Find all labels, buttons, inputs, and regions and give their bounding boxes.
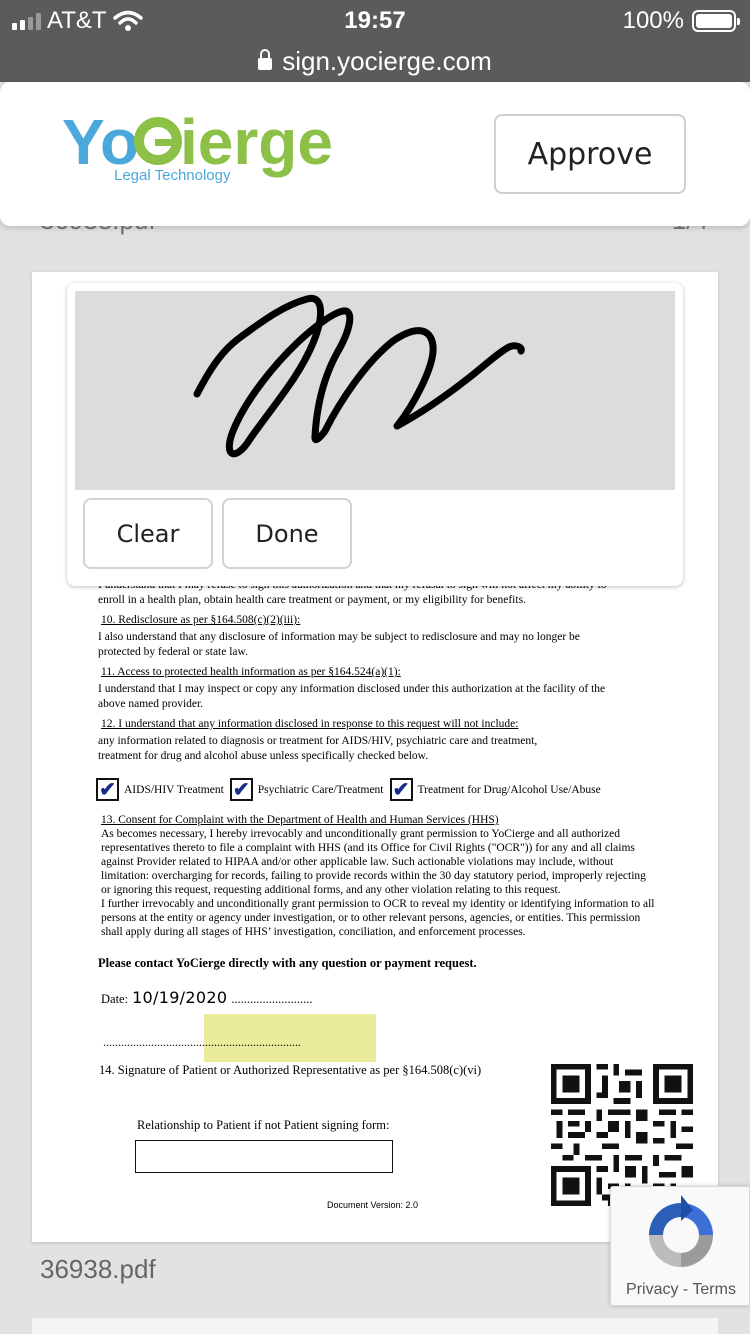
- signature-label: 14. Signature of Patient or Authorized Representative as per §164.508(c)(vi): [99, 1063, 482, 1077]
- doc-line: protected by federal or state law.: [98, 646, 248, 658]
- url-text: sign.yocierge.com: [282, 45, 492, 76]
- section-heading-11: 11. Access to protected health information as per §164.524(a)(1):: [101, 666, 401, 678]
- doc-line: I understand that I may inspect or copy any information disclosed under this authorization at the facility of the: [98, 683, 606, 695]
- doc-line: I further irrevocably and unconditionally grant permission to OCR to reveal my identity or identifying information to all: [101, 898, 655, 910]
- doc-line: representatives thereto to file a complaint with HHS (and its Office for Civil Rights ("OCR")) for any and all claims: [101, 842, 635, 854]
- recaptcha-icon: [641, 1195, 721, 1275]
- file-name-bottom: 36938.pdf: [40, 1254, 156, 1284]
- section-heading-13: 13. Consent for Complaint with the Department of Health and Human Services (HHS): [101, 814, 499, 826]
- links-separator: -: [678, 1281, 693, 1298]
- relationship-input[interactable]: [135, 1140, 393, 1173]
- doc-line: against Provider related to HIPAA and/or other applicable law. Such actionable violations may include, without: [101, 856, 614, 868]
- done-button[interactable]: Done: [222, 498, 352, 569]
- signature-pad[interactable]: [75, 291, 675, 490]
- clear-button[interactable]: Clear: [83, 498, 213, 569]
- doc-line: limitation: overcharging for records, failing to provide records within the 30 day statutory period, improperly rejecting: [101, 870, 646, 882]
- svg-text:Legal Technology: Legal Technology: [114, 167, 231, 184]
- battery-group: [623, 7, 736, 35]
- date-dots: ..........................: [231, 992, 313, 1006]
- doc-line: shall apply during all stages of HHS’ investigation, conciliation, and enforcement processes.: [101, 926, 526, 938]
- yocierge-logo: [62, 108, 352, 184]
- checkbox-aids-hiv[interactable]: ✔: [96, 778, 119, 801]
- approve-button[interactable]: Approve: [494, 114, 686, 194]
- battery-icon: [692, 10, 736, 32]
- doc-line: or ignoring this request, requesting additional forms, and any other violation relating to this request.: [101, 884, 561, 896]
- battery-percent: 100%: [622, 7, 684, 34]
- recaptcha-badge[interactable]: [610, 1186, 750, 1306]
- contact-note: Please contact YoCierge directly with any question or payment request.: [98, 956, 477, 970]
- next-page-sheet: [32, 1318, 718, 1334]
- document-version: Document Version: 2.0: [327, 1200, 419, 1210]
- recaptcha-links: [611, 1281, 750, 1299]
- status-bar: [0, 0, 750, 40]
- carrier-name: AT&T: [47, 7, 107, 34]
- date-value: 10/19/2020: [132, 988, 228, 1007]
- qr-code-icon: [551, 1064, 693, 1206]
- section-heading-10: 10. Redisclosure as per §164.508(c)(2)(iii):: [101, 614, 301, 626]
- checkbox-label: Psychiatric Care/Treatment: [257, 783, 384, 796]
- doc-line: any information related to diagnosis or treatment for AIDS/HIV, psychiatric care and treatment,: [98, 735, 538, 747]
- checkbox-psychiatric[interactable]: ✔: [230, 778, 253, 801]
- checkbox-label: Treatment for Drug/Alcohol Use/Abuse: [417, 783, 601, 796]
- terms-link[interactable]: Terms: [692, 1281, 736, 1298]
- lock-icon: [258, 58, 272, 70]
- section-heading-12: 12. I understand that any information disclosed in response to this request will not include:: [101, 718, 519, 730]
- doc-line: treatment for drug and alcohol abuse unless specifically checked below.: [98, 750, 429, 762]
- date-row: [101, 990, 313, 1007]
- consent-checkboxes: [96, 778, 607, 801]
- svg-text:Yo: Yo: [62, 108, 140, 178]
- doc-line: persons at the entity or agency under investigation, or to other relevant persons, agencies, or entities. This permission: [101, 912, 641, 924]
- doc-line: As becomes necessary, I hereby irrevocably and unconditionally grant permission to YoCierge and all authorized: [101, 828, 620, 840]
- signature-dots: ..................................................................: [103, 1035, 301, 1049]
- svg-text:ierge: ierge: [180, 108, 333, 178]
- checkbox-drug-alcohol[interactable]: ✔: [390, 778, 413, 801]
- clock: 19:57: [344, 7, 406, 34]
- doc-line: enroll in a health plan, obtain health care treatment or payment, or my eligibility for benefits.: [98, 594, 526, 606]
- doc-line: I also understand that any disclosure of information may be subject to redisclosure and may no longer be: [98, 631, 580, 643]
- signature-modal: [67, 283, 683, 586]
- signature-stroke: [75, 291, 675, 490]
- checkbox-label: AIDS/HIV Treatment: [124, 783, 224, 796]
- privacy-link[interactable]: Privacy: [626, 1281, 679, 1298]
- relationship-label: Relationship to Patient if not Patient signing form:: [137, 1118, 390, 1132]
- doc-line: above named provider.: [98, 698, 204, 710]
- address-bar[interactable]: [0, 40, 750, 82]
- date-label: Date:: [101, 992, 129, 1006]
